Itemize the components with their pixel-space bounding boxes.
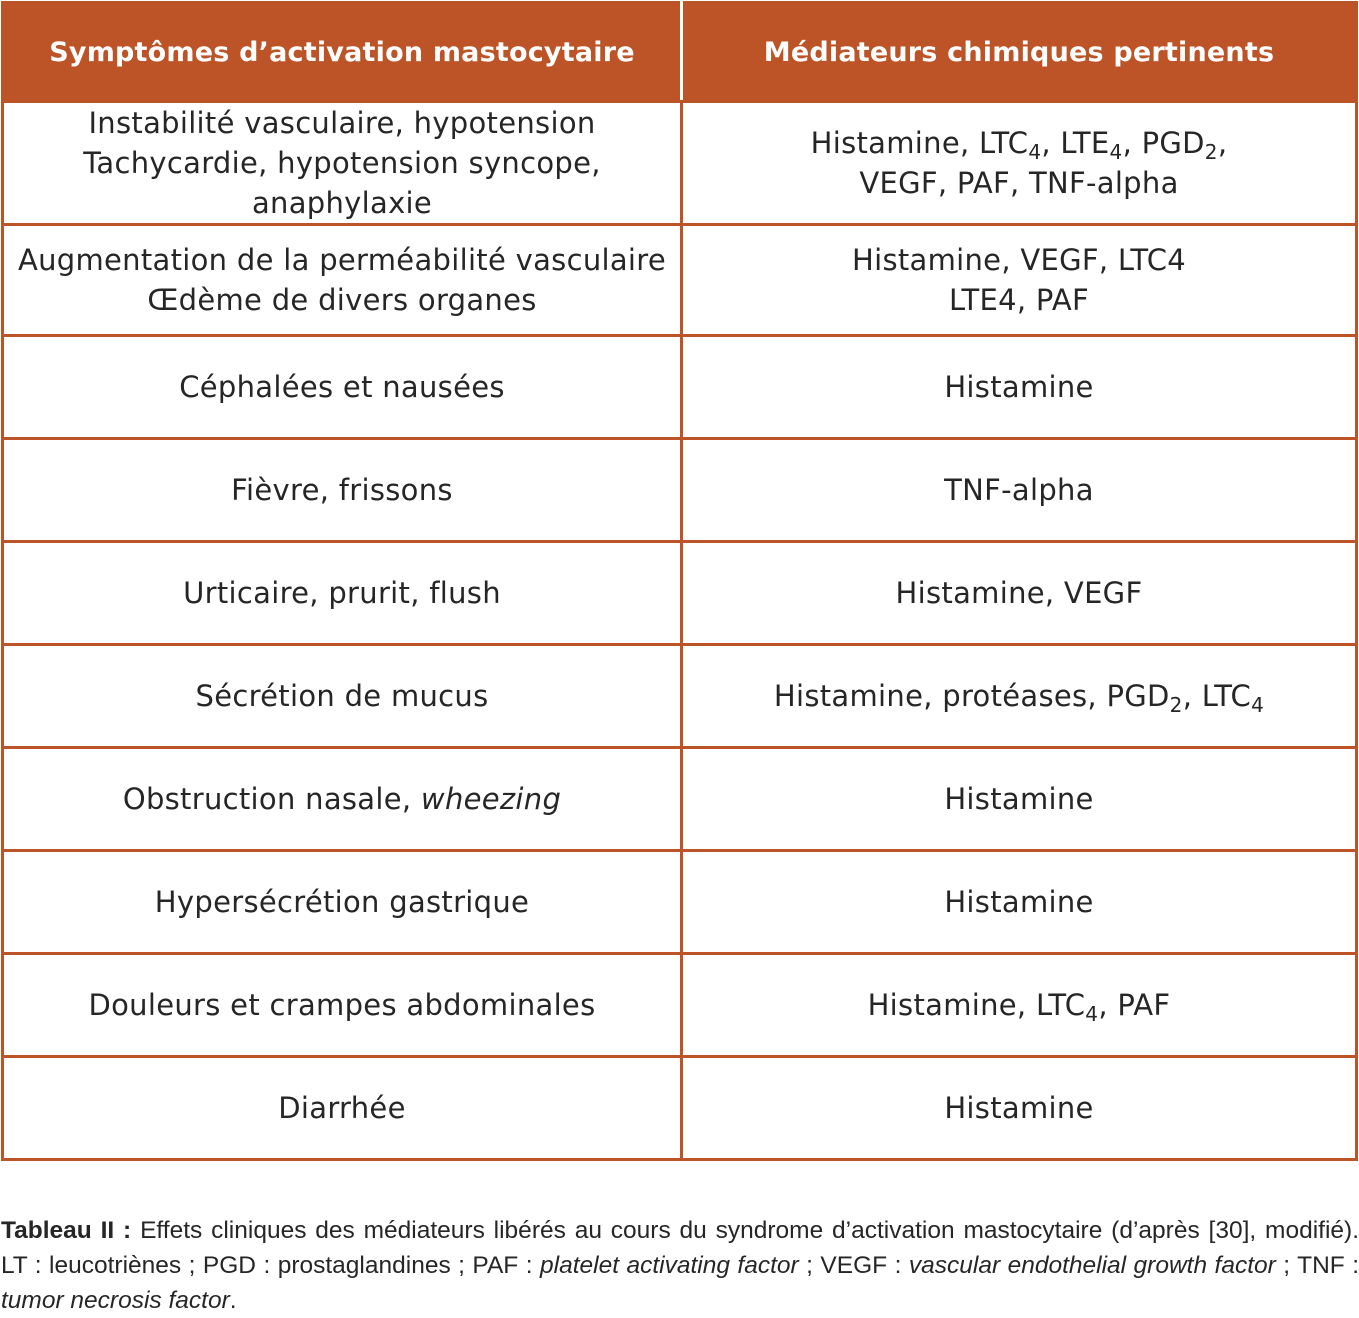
- mediators-table-container: [1, 1, 1358, 1161]
- caption-text: .: [229, 1287, 237, 1314]
- table-row: [3, 225, 1357, 336]
- symptom-cell: [3, 102, 682, 225]
- symptom-text: Obstruction nasale,: [122, 782, 412, 816]
- mediators-cell: Histamine: [682, 851, 1357, 954]
- symptom-text: Tachycardie, hypotension syncope, anaphylaxie: [83, 146, 601, 220]
- table-header-row: [3, 3, 1357, 102]
- table-row: [3, 851, 1357, 954]
- table-row: [3, 748, 1357, 851]
- mediators-text: LTE4, PAF: [949, 283, 1089, 317]
- mediators-text: Histamine, $LTC_4$, $LTE_4$, $PGD_2$,: [810, 126, 1228, 164]
- table-row: [3, 645, 1357, 748]
- caption-text: Effets cliniques des médiateurs libérés au cours du syndrome d’activation mastocytaire (d’après [30], modifié). LT : leucotriènes ; PGD : prostaglandines ; PAF :: [1, 1217, 1359, 1279]
- mediators-text: VEGF, PAF, TNF-alpha: [859, 166, 1179, 200]
- symptom-cell: Hypersécrétion gastrique: [3, 851, 682, 954]
- mediators-cell: Histamine: [682, 748, 1357, 851]
- table-row: [3, 542, 1357, 645]
- mediators-cell: Histamine: [682, 336, 1357, 439]
- caption-italic-term: tumor necrosis factor: [1, 1287, 230, 1314]
- symptom-cell: [3, 748, 682, 851]
- table-row: [3, 954, 1357, 1057]
- symptom-cell: Douleurs et crampes abdominales: [3, 954, 682, 1057]
- mediators-text: Histamine, VEGF, LTC4: [851, 243, 1186, 277]
- mediators-cell: [682, 225, 1357, 336]
- table-row: [3, 336, 1357, 439]
- mediators-cell: [682, 102, 1357, 225]
- caption-text: ; VEGF :: [798, 1252, 909, 1279]
- mediators-cell: Histamine: [682, 1057, 1357, 1160]
- caption-italic-term: platelet activating factor: [540, 1252, 799, 1279]
- symptom-text: Instabilité vasculaire, hypotension: [88, 106, 596, 140]
- mediators-cell: Histamine, VEGF: [682, 542, 1357, 645]
- table-caption: [1, 1213, 1359, 1318]
- header-mediators: Médiateurs chimiques pertinents: [682, 3, 1357, 102]
- symptom-cell: [3, 225, 682, 336]
- table-row: [3, 439, 1357, 542]
- symptom-cell: Sécrétion de mucus: [3, 645, 682, 748]
- symptom-cell: Urticaire, prurit, flush: [3, 542, 682, 645]
- symptom-cell: Diarrhée: [3, 1057, 682, 1160]
- caption-text: ; TNF :: [1275, 1252, 1359, 1279]
- mediators-cell: Histamine, protéases, $PGD_2$, $LTC_4$: [682, 645, 1357, 748]
- mediators-cell: Histamine, $LTC_4$, PAF: [682, 954, 1357, 1057]
- symptom-text: Œdème de divers organes: [147, 283, 537, 317]
- symptom-cell: Céphalées et nausées: [3, 336, 682, 439]
- symptom-cell: Fièvre, frissons: [3, 439, 682, 542]
- caption-italic-term: vascular endothelial growth factor: [908, 1252, 1276, 1279]
- table-row: [3, 102, 1357, 225]
- table-row: [3, 1057, 1357, 1160]
- mediators-table: [1, 1, 1358, 1161]
- caption-label: Tableau II :: [1, 1217, 132, 1244]
- header-symptoms: Symptômes d’activation mastocytaire: [3, 3, 682, 102]
- symptom-text: Augmentation de la perméabilité vasculaire: [17, 243, 667, 277]
- symptom-italic-text: wheezing: [420, 782, 562, 816]
- mediators-cell: TNF-alpha: [682, 439, 1357, 542]
